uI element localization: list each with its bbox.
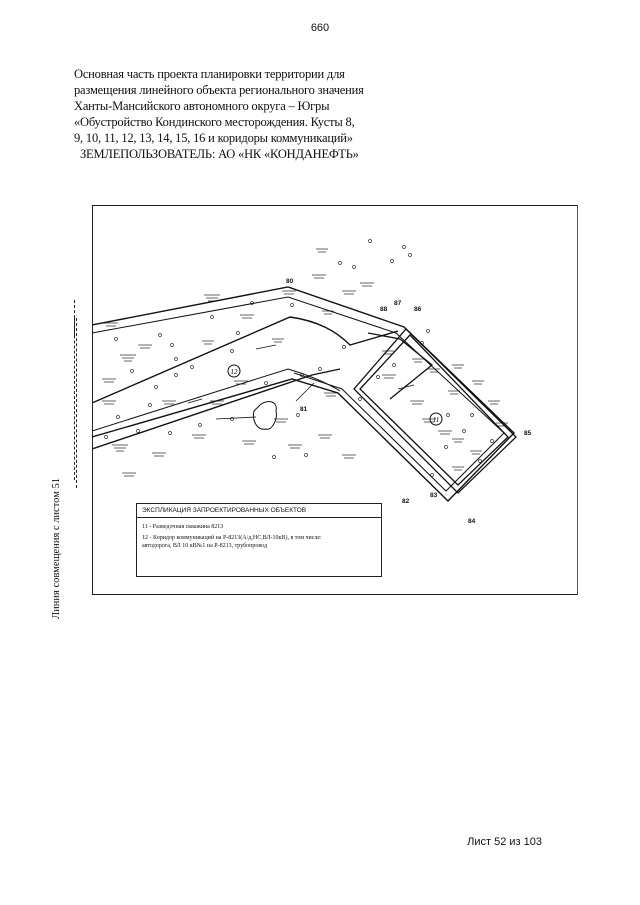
point-label-88: 88	[380, 306, 388, 313]
header-line: «Обустройство Кондинского месторождения. Кусты 8,	[74, 115, 355, 129]
legend-item: 11 - Разведочная скважина 8213	[142, 524, 224, 530]
alignment-caption	[51, 478, 65, 648]
object-marker-12-label: 12	[230, 368, 238, 376]
point-label-81: 81	[300, 406, 308, 413]
point-label-83: 83	[430, 492, 438, 499]
lake-outline	[254, 402, 277, 430]
marsh-symbols	[102, 249, 508, 476]
point-label-85: 85	[524, 430, 532, 437]
object-markers	[228, 365, 442, 425]
point-label-87: 87	[394, 300, 402, 307]
header-line: Основная часть проекта планировки территории для	[74, 67, 345, 81]
header-line: 9, 10, 11, 12, 13, 14, 15, 16 и коридоры коммуникаций»	[74, 131, 353, 145]
point-label-80: 80	[286, 278, 294, 285]
point-label-84: 84	[468, 518, 476, 525]
page-number: 660	[310, 22, 330, 34]
point-label-86: 86	[414, 306, 422, 313]
legend-title: ЭКСПЛИКАЦИЯ ЗАПРОЕКТИРОВАННЫХ ОБЪЕКТОВ	[137, 504, 381, 518]
legend-box	[136, 503, 382, 577]
header-line: Ханты-Мансийского автономного округа – Югры	[74, 99, 330, 113]
alignment-caption-text: Линия совмещения с листом 51	[51, 478, 62, 619]
point-label-82: 82	[402, 498, 410, 505]
legend-item: автодорога, ВЛ 10 кВ№1 на Р-8213, трубопровод	[142, 543, 268, 549]
sheet-number: Лист 52 из 103	[467, 836, 542, 848]
header-line: размещения линейного объекта регионального значения	[74, 83, 364, 97]
land-user-line: ЗЕМЛЕПОЛЬЗОВАТЕЛЬ: АО «НК «КОНДАНЕФТЬ»	[80, 147, 359, 161]
legend-item: 12 - Коридор коммуникаций на Р-8213(А/д,НС,ВЛ-10кВ), в том числе:	[142, 535, 322, 541]
corridor-inner-lines	[92, 297, 504, 491]
document-header	[74, 66, 404, 162]
alignment-line	[76, 318, 78, 488]
object-marker-11-label: 11	[432, 416, 440, 424]
